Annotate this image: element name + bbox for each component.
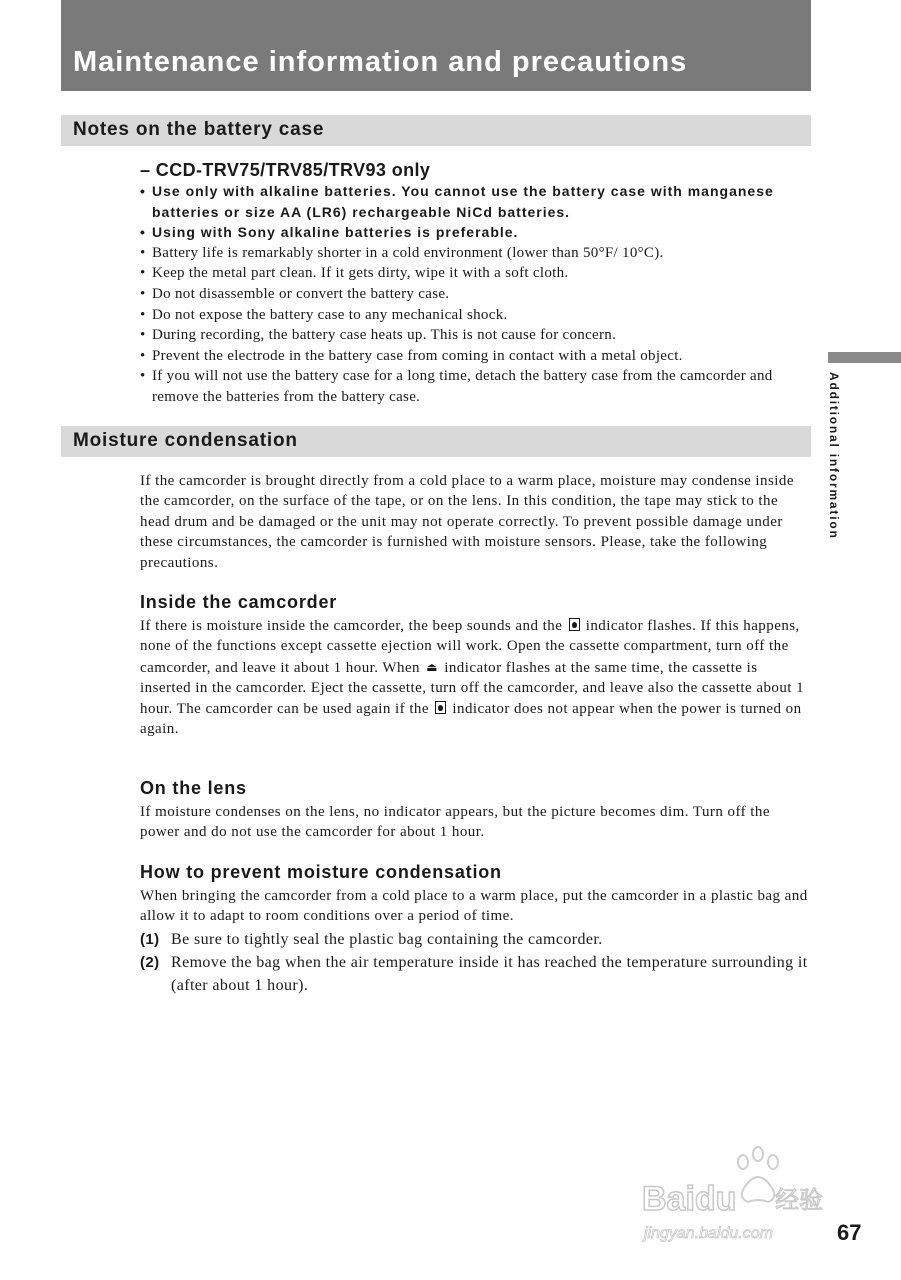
bullet-item [140,243,800,264]
bullet-dot: • [140,183,146,199]
bullet-text: Battery life is remarkably shorter in a cold environment (lower than 50°F/ 10°C). [152,244,664,261]
moisture-indicator-icon [435,701,446,714]
bullet-dot: • [140,265,146,282]
inside-text-4: indicator does not appear when the power is turned on again. [140,700,802,738]
side-section-label: Additional information [827,372,841,540]
bullet-text: Do not disassemble or convert the battery case. [152,285,450,302]
subheading-inside-camcorder: Inside the camcorder [140,592,338,612]
bullet-dot: • [140,347,146,364]
model-note: – CCD-TRV75/TRV85/TRV93 only [140,160,431,180]
bullet-item [140,366,800,407]
section-header-battery [61,115,811,146]
bullet-text: During recording, the battery case heats up. This is not cause for concern. [152,327,617,344]
bullet-dot: • [140,244,146,261]
subheading-prevent-condensation: How to prevent moisture condensation [140,862,502,882]
bullet-text: If you will not use the battery case for a long time, detach the battery case from the camcorder and remove the batteries from the battery case. [152,368,773,405]
section-title-moisture: Moisture condensation [73,430,298,451]
bullet-dot: • [140,327,146,344]
eject-icon: ⏏ [426,659,439,674]
numbered-step [140,951,812,997]
bullet-text: Use only with alkaline batteries. You cannot use the battery case with manganese batteries or size AA (LR6) rechargeable NiCd batteries. [152,183,774,220]
bullet-dot: • [140,368,146,385]
inside-camcorder-paragraph [140,616,812,739]
numbered-step [140,928,812,951]
bullet-item [140,263,800,284]
section-title-battery: Notes on the battery case [73,119,325,140]
subheading-on-the-lens: On the lens [140,778,247,798]
bullet-item [140,181,800,222]
step-text: Remove the bag when the air temperature inside it has reached the temperature surrounding it (after about 1 hour). [171,954,808,994]
title-bar [61,0,811,91]
baidu-watermark [640,1140,840,1245]
battery-bullet-list [140,181,800,408]
moisture-intro-paragraph: If the camcorder is brought directly from a cold place to a warm place, moisture may condense inside the camcorder, on the surface of the tape, or on the lens. In this condition, the tape may stick to the head drum and be damaged or the unit may not operate correctly. To prevent possible damage under these circumstances, the camcorder is furnished with moisture sensors. Please, take the following precautions. [140,473,794,571]
watermark-chinese: 经验 [775,1186,823,1214]
step-number: (2) [140,954,160,971]
prevent-paragraph: When bringing the camcorder from a cold place to a warm place, put the camcorder in a plastic bag and allow it to adapt to room conditions over a period of time. [140,888,808,925]
bullet-item [140,346,800,367]
step-text: Be sure to tightly seal the plastic bag containing the camcorder. [171,931,603,948]
bullet-dot: • [140,224,146,241]
page-title: Maintenance information and precautions [73,46,688,78]
bullet-item [140,222,800,243]
bullet-text: Do not expose the battery case to any mechanical shock. [152,306,508,323]
watermark-brand: Baidu [642,1180,737,1218]
bullet-text: Prevent the electrode in the battery case from coming in contact with a metal object. [152,347,683,364]
bullet-item [140,284,800,305]
inside-text-1: If there is moisture inside the camcorder, the beep sounds and the [140,618,563,634]
bullet-dot: • [140,306,146,323]
step-number: (1) [140,931,160,948]
section-header-moisture [61,426,811,457]
inside-text-3: indicator flashes at the same time, the cassette is inserted in the camcorder. Eject the cassette, turn off the camcorder, and leave also the cassette about 1 hour. The camcorder can be used again if the [140,659,805,717]
inside-text-2: indicator flashes. If this happens, none of the functions except cassette ejection will work. Open the cassette compartment, turn off the camcorder, and leave it about 1 hour. When [140,618,800,676]
page-number: 67 [837,1220,862,1245]
bullet-text: Using with Sony alkaline batteries is preferable. [152,224,519,241]
bullet-dot: • [140,285,146,302]
watermark-url: jingyan.baidu.com [644,1225,773,1242]
moisture-indicator-icon [569,618,580,631]
bullet-item [140,325,800,346]
lens-paragraph: If moisture condenses on the lens, no indicator appears, but the picture becomes dim. Turn off the power and do not use the camcorder for about 1 hour. [140,804,770,841]
side-tab-marker [828,352,901,363]
bullet-text: Keep the metal part clean. If it gets dirty, wipe it with a soft cloth. [152,265,569,282]
bullet-item [140,305,800,326]
